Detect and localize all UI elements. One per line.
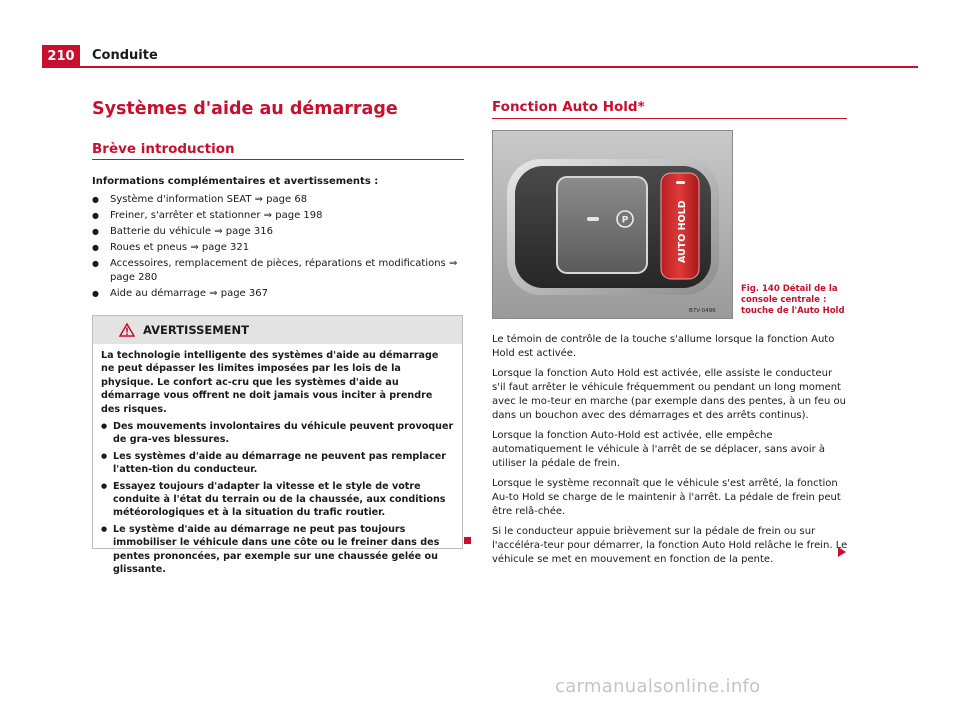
warning-header (93, 316, 462, 344)
paragraph: Le témoin de contrôle de la touche s'allume lorsque la fonction Auto Hold est activée. (492, 334, 835, 359)
continue-arrow-icon (838, 547, 846, 557)
running-header-title: Conduite (92, 48, 158, 63)
figure-caption: Fig. 140 Détail de la console centrale : touche de l'Auto Hold (741, 284, 845, 316)
warning-intro: La technologie intelligente des systèmes d'aide au démarrage ne peut dépasser les limites imposées par les lois de la physique. Le confort ac-cru que les systèmes d'aide au démarrage vous offrent ne doit jamais vous inciter à prendre des risques. (101, 350, 439, 415)
header-rule (42, 66, 918, 68)
warning-item: ● Les systèmes d'aide au démarrage ne peuvent pas remplacer l'atten-tion du conducteur. (101, 450, 454, 477)
subsection-rule (92, 159, 464, 160)
auto-hold-figure (492, 130, 733, 319)
figure-code: B7V-0496 (689, 308, 716, 314)
list-item: ● Aide au démarrage ⇒ page 367 (92, 287, 464, 301)
warning-title: AVERTISSEMENT (143, 323, 250, 337)
reference-list (92, 193, 464, 301)
list-item: ● Freiner, s'arrêter et stationner ⇒ page 198 (92, 209, 464, 223)
auto-hold-heading: Fonction Auto Hold* (492, 99, 645, 115)
list-item: ● Batterie du véhicule ⇒ page 316 (92, 225, 464, 239)
warning-body (93, 344, 462, 577)
intro-block (92, 175, 464, 303)
section-heading: Systèmes d'aide au démarrage (92, 99, 398, 119)
subsection-heading: Brève introduction (92, 141, 235, 157)
auto-hold-button-label: AUTO HOLD (677, 200, 688, 263)
warning-item: ● Essayez toujours d'adapter la vitesse et le style de votre conduite à l'état du terrain ou de la chaussée, aux conditions météorologiques et à la situation du trafic routier. (101, 480, 454, 520)
page-number: 210 (42, 45, 80, 67)
warning-item: ● Des mouvements involontaires du véhicule peuvent provoquer de gra-ves blessures. (101, 420, 454, 447)
console-illustration (493, 131, 732, 318)
list-item: ● Roues et pneus ⇒ page 321 (92, 241, 464, 255)
warning-triangle-icon (119, 323, 135, 337)
paragraph: Si le conducteur appuie brièvement sur la pédale de frein ou sur l'accéléra-teur pour démarrer, la fonction Auto Hold relâche le frein. Le véhicule se met en mouvement en fonction de la pente. (492, 526, 848, 565)
svg-text:P: P (621, 215, 629, 226)
auto-hold-rule (492, 118, 847, 119)
list-item: ● Accessoires, remplacement de pièces, réparations et modifications ⇒ page 280 (92, 257, 464, 285)
paragraph: Lorsque la fonction Auto Hold est activée, elle assiste le conducteur s'il faut arrêter le véhicule fréquemment ou pendant un long moment avec le mo-teur en marche (par exemple dans des pentes, à un feu ou dans un bouchon avec des démarrages et des arrêts continus). (492, 368, 846, 421)
paragraph: Lorsque la fonction Auto-Hold est activée, elle empêche automatiquement le véhicule à l'arrêt de se déplacer, sans avoir à utiliser la pédale de frein. (492, 430, 826, 469)
watermark: carmanualsonline.info (555, 676, 761, 697)
intro-text: Informations complémentaires et avertissements : (92, 176, 379, 187)
paragraph: Lorsque le système reconnaît que le véhicule s'est arrêté, la fonction Au-to Hold se charge de le maintenir à l'arrêt. La pédale de frein peut être relâ-chée. (492, 478, 841, 517)
list-item: ● Système d'information SEAT ⇒ page 68 (92, 193, 464, 207)
end-of-section-marker (464, 537, 471, 544)
auto-hold-text (492, 333, 848, 573)
warning-box (92, 315, 463, 576)
warning-item: ● Le système d'aide au démarrage ne peut pas toujours immobiliser le véhicule dans une côte ou le freiner dans des pentes prononcées, par exemple sur une chaussée gelée ou glissante. (101, 523, 454, 577)
